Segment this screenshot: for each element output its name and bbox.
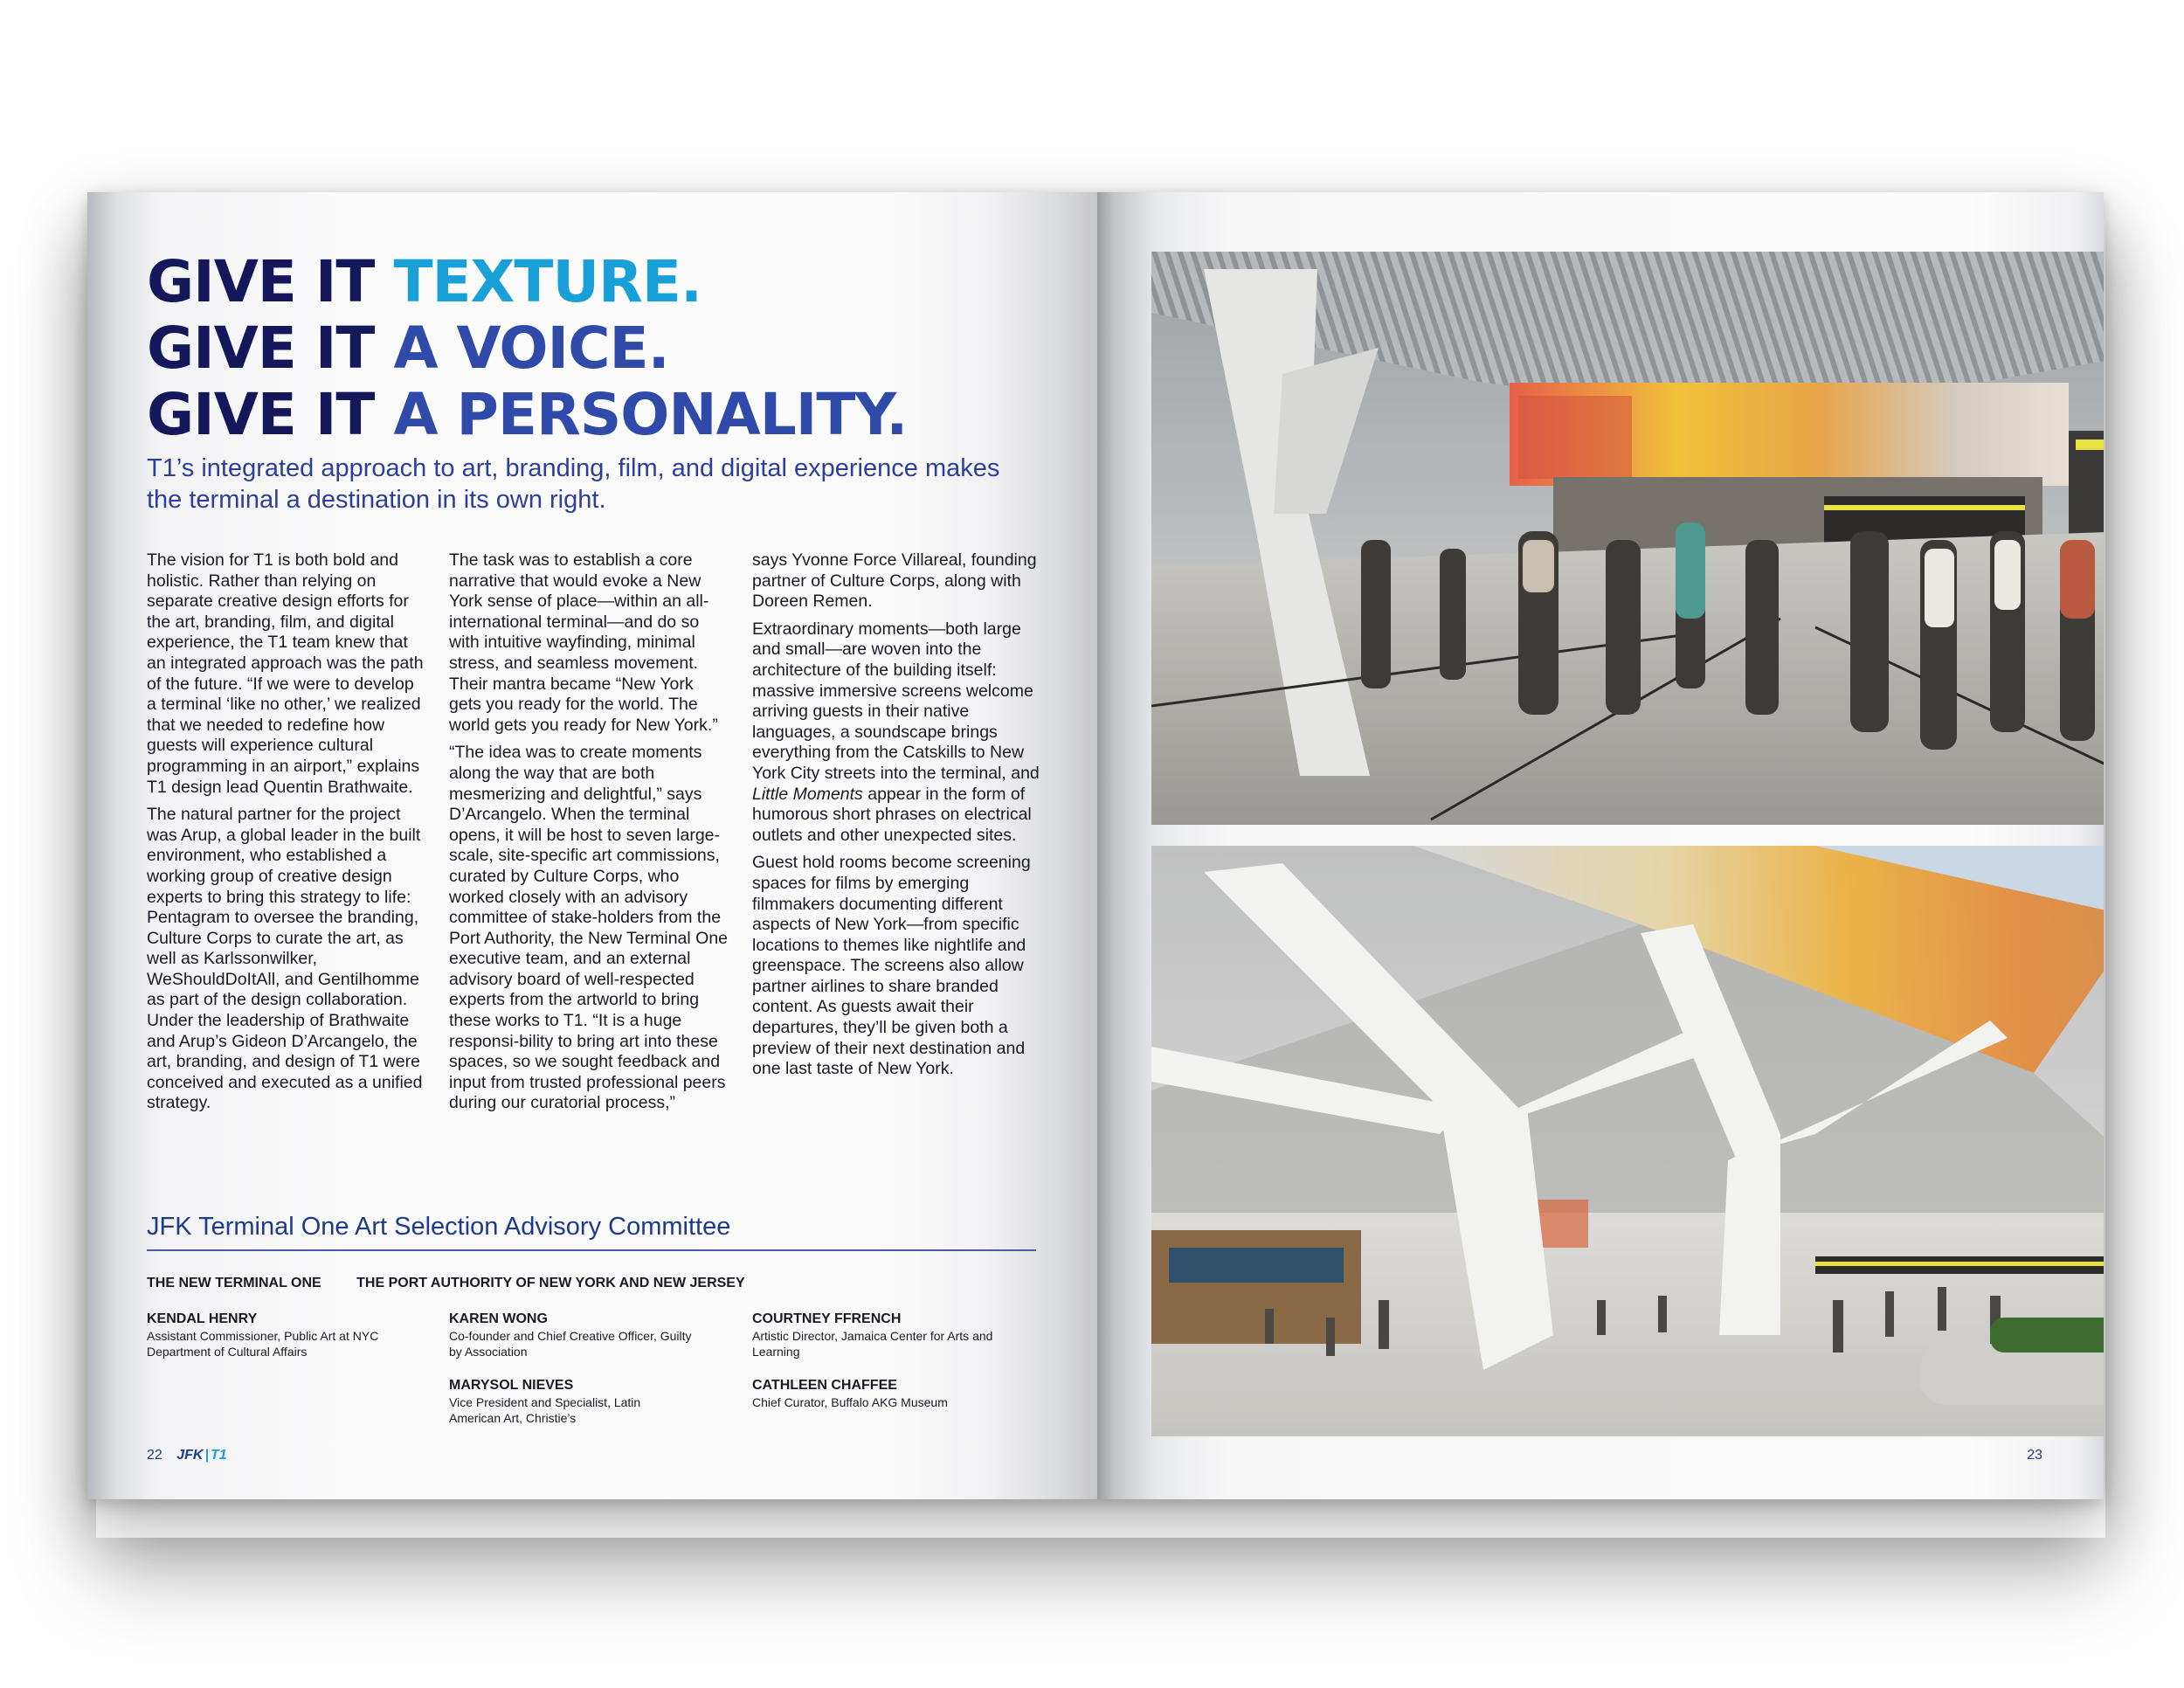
headline [147, 249, 907, 448]
terminal-hall-photo [1151, 846, 2104, 1436]
member-name: MARYSOL NIEVES [449, 1378, 574, 1393]
page-number-right: 23 [2027, 1448, 2042, 1463]
body-column-1 [147, 550, 426, 1121]
member-name: CATHLEEN CHAFFEE [752, 1378, 897, 1393]
paragraph: Guest hold rooms become screening spaces for films by emerging filmmakers documenting different aspects of New York—from specific locations to themes like nightlife and greenspace. The screens also allow partner airlines to share branded content. As guests await their departures, they’ll be given both a preview of their next destination and one last taste of New York. [752, 853, 1031, 1079]
committee-member [449, 1377, 729, 1426]
page-number-left: 22 JFK | T1 [147, 1448, 227, 1463]
committee-title: JFK Terminal One Art Selection Advisory Committee [147, 1213, 731, 1241]
left-page [87, 192, 1097, 1499]
committee-member [147, 1311, 426, 1359]
org-label: THE NEW TERMINAL ONE [147, 1276, 321, 1290]
committee-member [752, 1311, 1032, 1359]
body-column-3 [752, 550, 1040, 1087]
member-name: KENDAL HENRY [147, 1311, 258, 1326]
paragraph: The natural partner for the project was Arup, a global leader in the built environment, who established a working group of creative design experts to bring this strategy to life: Pentagram to oversee the branding, Culture Corps to curate the art, as well as Karlssonwilker, WeShouldDoItAll, and Gentilhomme as part of the design collaboration. Under the leadership of Brathwaite and Arup’s Gideon D’Arcangelo, the art, branding, and design of T1 were conceived and executed as a unified strategy. [147, 805, 423, 1113]
headline-line-3: GIVE IT A PERSONALITY. [147, 381, 908, 448]
member-role: Co-founder and Chief Creative Officer, Guilty by Association [449, 1329, 692, 1359]
headline-line-1: GIVE IT TEXTURE. [147, 248, 702, 315]
member-name: COURTNEY FFRENCH [752, 1311, 902, 1326]
committee-member [752, 1377, 1032, 1410]
org-label: THE PORT AUTHORITY OF NEW YORK AND NEW JERSEY [356, 1276, 745, 1290]
body-column-2 [449, 550, 729, 1121]
emphasis-title: Little Moments [752, 784, 863, 804]
terminal-arrivals-photo [1151, 252, 2104, 825]
deck-subtitle: T1’s integrated approach to art, branding, film, and digital experience makes the terminal a destination in its own right. [147, 454, 1000, 514]
divider [147, 1249, 1036, 1251]
paragraph: Extraordinary moments—both large and small—are woven into the architecture of the building itself: massive immersive screens welcome arriving guests in their native languages, a soundscape brings everything from the Catskills to New York City streets into the terminal, and Little Moments appear in the form of humorous short phrases on electrical outlets and other unexpected sites. [752, 619, 1040, 845]
headline-line-2: GIVE IT A VOICE. [147, 315, 669, 382]
right-page [1097, 192, 2104, 1499]
paragraph: “The idea was to create moments along the way that are both mesmerizing and delightful,” says D’Arcangelo. When the terminal opens, it will be host to seven large-scale, site-specific art commissions, curated by Culture Corps, who worked closely with an advisory committee of stake-holders from the Port Authority, the New Terminal One executive team, and an external advisory board of well-respected experts from the artworld to bring these works to T1. “It is a huge responsi-bility to bring art into these spaces, so we sought feedback and input from trusted professional peers during our curatorial process,” [449, 743, 729, 1113]
member-role: Vice President and Specialist, Latin American Art, Christie’s [449, 1395, 641, 1425]
committee-orgs [147, 1276, 777, 1291]
jfk-logo: JFK | T1 [176, 1448, 227, 1463]
paragraph: The task was to establish a core narrative that would evoke a New York sense of place—within an all-international terminal—and do so with intuitive wayfinding, minimal stress, and seamless movement. Their mantra became “New York gets you ready for the world. The world gets you ready for New York.” [449, 550, 718, 735]
member-role: Assistant Commissioner, Public Art at NYC Department of Cultural Affairs [147, 1329, 379, 1359]
member-role: Artistic Director, Jamaica Center for Arts and Learning [752, 1329, 993, 1359]
paragraph: The vision for T1 is both bold and holistic. Rather than relying on separate creative design efforts for the art, branding, film, and digital experience, the T1 team knew that an integrated approach was the path of the future. “If we were to develop a terminal ‘like no other,’ we realized that we needed to redefine how guests will experience cultural programming in an airport,” explains T1 design lead Quentin Brathwaite. [147, 550, 424, 797]
magazine-spread [87, 192, 2104, 1499]
member-name: KAREN WONG [449, 1311, 548, 1326]
committee-member [449, 1311, 729, 1359]
paragraph: says Yvonne Force Villareal, founding partner of Culture Corps, along with Doreen Remen. [752, 550, 1037, 612]
member-role: Chief Curator, Buffalo AKG Museum [752, 1395, 948, 1409]
